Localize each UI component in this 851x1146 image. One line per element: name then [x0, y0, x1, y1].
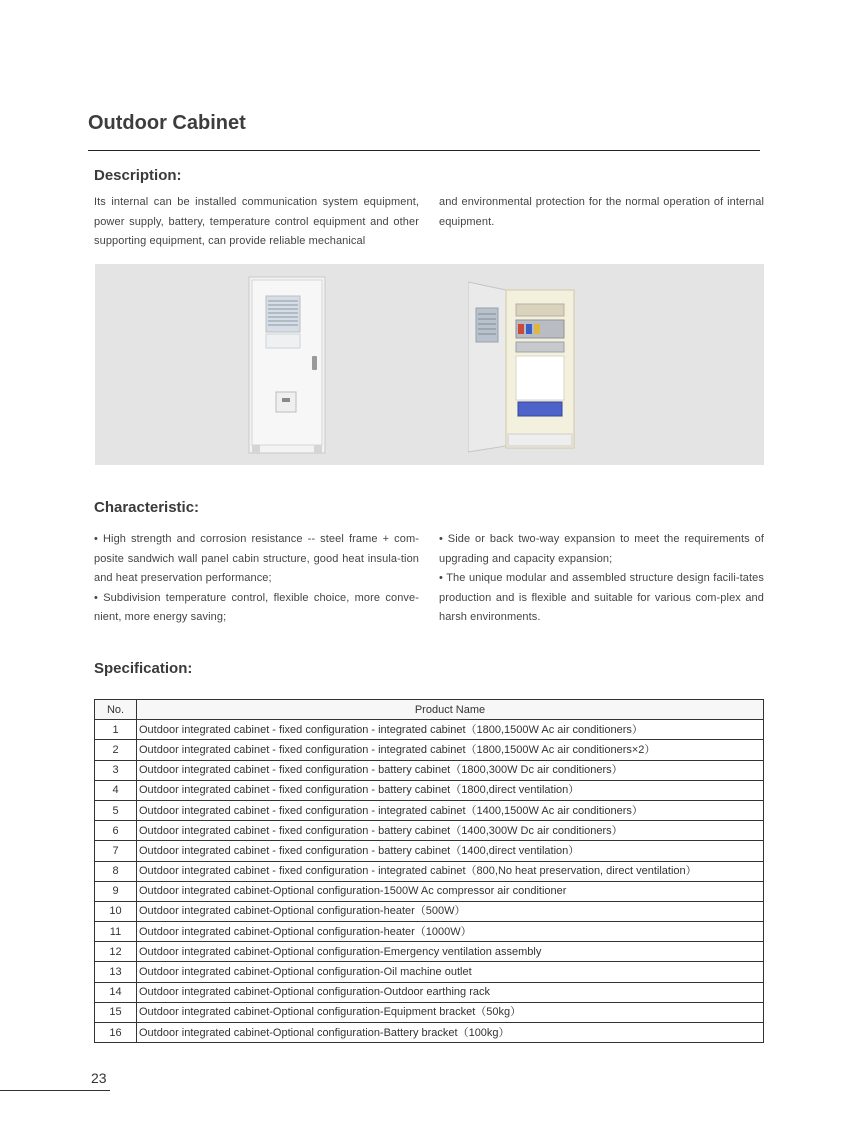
- row-number: 13: [95, 962, 137, 982]
- product-name: Outdoor integrated cabinet-Optional configuration-Equipment bracket（50kg）: [137, 1002, 764, 1022]
- row-number: 15: [95, 1002, 137, 1022]
- description-text-left: Its internal can be installed communication system equipment, power supply, battery, temperature control equipment and other supporting equipment, can provide reliable mechanical: [94, 196, 419, 247]
- table-row: [95, 861, 764, 881]
- product-name: Outdoor integrated cabinet-Optional configuration-heater（1000W）: [137, 922, 764, 942]
- table-row: [95, 841, 764, 861]
- row-number: 3: [95, 760, 137, 780]
- row-number: 5: [95, 800, 137, 820]
- table-row: [95, 922, 764, 942]
- product-name: Outdoor integrated cabinet - fixed configuration - battery cabinet（1400,300W Dc air conditioners）: [137, 821, 764, 841]
- table-row: [95, 720, 764, 740]
- table-row: [95, 962, 764, 982]
- footer-divider: [0, 1090, 110, 1091]
- row-number: 4: [95, 780, 137, 800]
- product-name: Outdoor integrated cabinet - fixed configuration - integrated cabinet（1800,1500W Ac air conditioners）: [137, 720, 764, 740]
- table-row: [95, 1023, 764, 1043]
- column-header-product-name: Product Name: [137, 700, 764, 720]
- product-name: Outdoor integrated cabinet-Optional configuration-heater（500W）: [137, 901, 764, 921]
- product-name: Outdoor integrated cabinet - fixed configuration - integrated cabinet（1800,1500W Ac air conditioners×2）: [137, 740, 764, 760]
- product-name: Outdoor integrated cabinet-Optional configuration-1500W Ac compressor air conditioner: [137, 881, 764, 901]
- row-number: 16: [95, 1023, 137, 1043]
- description-text-right: and environmental protection for the normal operation of internal equipment.: [439, 196, 764, 228]
- row-number: 7: [95, 841, 137, 861]
- page-title: Outdoor Cabinet: [88, 112, 246, 134]
- product-name: Outdoor integrated cabinet-Optional configuration-Battery bracket（100kg）: [137, 1023, 764, 1043]
- product-name: Outdoor integrated cabinet - fixed configuration - integrated cabinet（1400,1500W Ac air conditioners）: [137, 800, 764, 820]
- row-number: 2: [95, 740, 137, 760]
- specification-table: [94, 699, 764, 1043]
- table-row: [95, 901, 764, 921]
- characteristic-item: • Subdivision temperature control, flexible choice, more conve-nient, more energy saving;: [94, 591, 419, 623]
- open-cabinet-image: [468, 274, 578, 454]
- table-row: [95, 821, 764, 841]
- row-number: 12: [95, 942, 137, 962]
- title-divider: [88, 150, 760, 151]
- characteristic-list-left: [94, 530, 419, 628]
- table-row: [95, 800, 764, 820]
- table-row: [95, 780, 764, 800]
- characteristic-item: • The unique modular and assembled structure design facili-tates production and is flexible and suitable for various com-plex and harsh environments.: [439, 572, 764, 623]
- column-header-no: No.: [95, 700, 137, 720]
- table-row: [95, 881, 764, 901]
- row-number: 11: [95, 922, 137, 942]
- product-name: Outdoor integrated cabinet - fixed configuration - battery cabinet（1800,300W Dc air conditioners）: [137, 760, 764, 780]
- specification-heading: Specification:: [94, 660, 193, 677]
- table-row: [95, 942, 764, 962]
- page-number: 23: [91, 1070, 107, 1086]
- row-number: 10: [95, 901, 137, 921]
- product-name: Outdoor integrated cabinet-Optional configuration-Oil machine outlet: [137, 962, 764, 982]
- closed-cabinet-image: [248, 276, 326, 456]
- row-number: 14: [95, 982, 137, 1002]
- characteristic-item: • Side or back two-way expansion to meet the requirements of upgrading and capacity expansion;: [439, 533, 764, 565]
- product-name: Outdoor integrated cabinet - fixed configuration - battery cabinet（1800,direct ventilation）: [137, 780, 764, 800]
- row-number: 8: [95, 861, 137, 881]
- table-row: [95, 740, 764, 760]
- description-heading: Description:: [94, 167, 182, 184]
- product-name: Outdoor integrated cabinet - fixed configuration - battery cabinet（1400,direct ventilation）: [137, 841, 764, 861]
- characteristic-list-right: [439, 530, 764, 628]
- product-name: Outdoor integrated cabinet - fixed configuration - integrated cabinet（800,No heat preservation, direct ventilation）: [137, 861, 764, 881]
- table-row: [95, 982, 764, 1002]
- table-row: [95, 1002, 764, 1022]
- product-name: Outdoor integrated cabinet-Optional configuration-Outdoor earthing rack: [137, 982, 764, 1002]
- characteristic-heading: Characteristic:: [94, 499, 200, 516]
- characteristic-item: • High strength and corrosion resistance -- steel frame + com-posite sandwich wall panel cabin structure, good heat insula-tion and heat preservation performance;: [94, 533, 419, 584]
- table-header-row: [95, 700, 764, 720]
- row-number: 1: [95, 720, 137, 740]
- table-row: [95, 760, 764, 780]
- product-name: Outdoor integrated cabinet-Optional configuration-Emergency ventilation assembly: [137, 942, 764, 962]
- product-photo-band: [95, 264, 764, 465]
- row-number: 6: [95, 821, 137, 841]
- row-number: 9: [95, 881, 137, 901]
